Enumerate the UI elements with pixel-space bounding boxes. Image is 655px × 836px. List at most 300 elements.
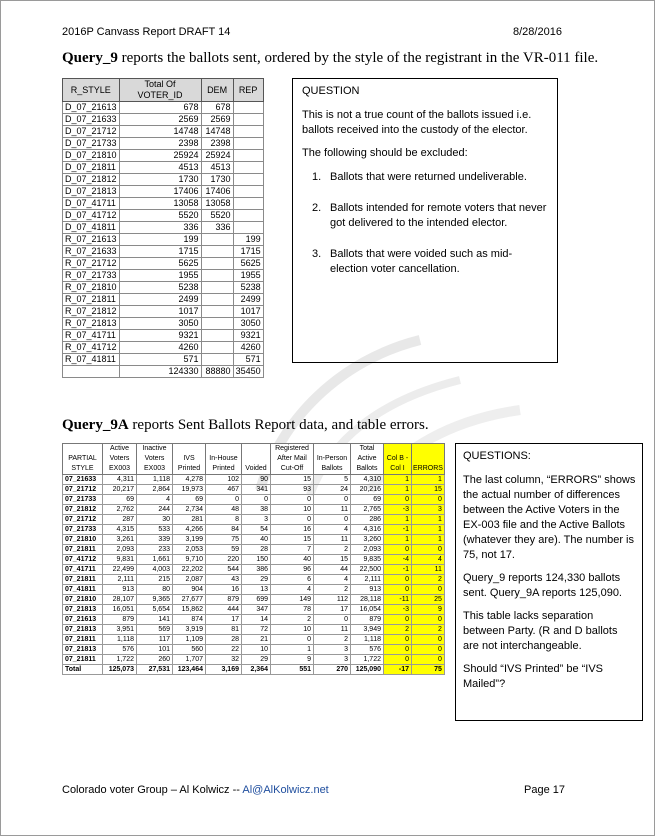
- query9-row: [63, 222, 264, 234]
- query9-cell: R_07_21613: [63, 234, 120, 246]
- questions-para-2: Query_9 reports 124,330 ballots sent. Query_9A reports 125,090.: [463, 572, 622, 599]
- query9a-cell: 90: [242, 475, 271, 485]
- section1-heading-bold: Query_9: [62, 50, 118, 66]
- query9a-cell: -11: [384, 595, 412, 605]
- query9a-cell: 6: [271, 575, 314, 585]
- query9a-cell: 22,202: [173, 565, 206, 575]
- query9a-cell: 0: [314, 615, 351, 625]
- query9-table-body: [63, 102, 264, 378]
- query9a-cell: 347: [242, 605, 271, 615]
- query9-cell: D_07_21813: [63, 186, 120, 198]
- query9a-row: [63, 495, 445, 505]
- query9a-cell: 0: [271, 495, 314, 505]
- questions-title: QUESTIONS:: [463, 450, 531, 462]
- query9a-cell: 4: [314, 525, 351, 535]
- query9-cell: [201, 306, 233, 318]
- query9a-cell: 07_21811: [63, 575, 103, 585]
- query9a-cell: 874: [173, 615, 206, 625]
- query9-cell: 571: [119, 354, 201, 366]
- query9a-cell: 28,118: [351, 595, 384, 605]
- query9-header-row: [63, 79, 264, 102]
- query9-cell: 678: [201, 102, 233, 114]
- query9a-cell: 576: [351, 645, 384, 655]
- query9a-cell: 3,261: [103, 535, 137, 545]
- query9a-cell: 07_21733: [63, 495, 103, 505]
- query9-cell: D_07_41811: [63, 222, 120, 234]
- query9-cell: 17406: [119, 186, 201, 198]
- query9-cell: 1715: [233, 246, 263, 258]
- query9a-cell: 21: [242, 635, 271, 645]
- query9a-row: [63, 575, 445, 585]
- query9a-cell: 215: [137, 575, 173, 585]
- query9-cell: 5238: [119, 282, 201, 294]
- exclusion-item: 1. Ballots that were returned undeliverable.: [312, 171, 527, 183]
- header-date: 8/28/2016: [513, 26, 562, 38]
- query9a-cell: 0: [384, 655, 412, 665]
- query9-row: [63, 282, 264, 294]
- query9a-cell: 16: [271, 525, 314, 535]
- query9-cell: R_07_21712: [63, 258, 120, 270]
- query9-cell: R_07_21733: [63, 270, 120, 282]
- query9a-cell: 0: [412, 545, 445, 555]
- query9a-cell: 07_21712: [63, 515, 103, 525]
- query9a-cell: 125,090: [351, 665, 384, 675]
- query9a-cell: 2,087: [173, 575, 206, 585]
- query9a-cell: 467: [206, 485, 242, 495]
- query9a-row: [63, 535, 445, 545]
- query9a-cell: 2,053: [173, 545, 206, 555]
- query9-row: [63, 138, 264, 150]
- query9a-cell: 10: [242, 645, 271, 655]
- query9a-cell: 0: [412, 615, 445, 625]
- query9-cell: R_07_21813: [63, 318, 120, 330]
- query9a-cell: 40: [271, 555, 314, 565]
- query9-cell: [233, 210, 263, 222]
- query9a-cell: 9,710: [173, 555, 206, 565]
- query9-table: [62, 78, 264, 378]
- query9-header: DEM: [201, 79, 233, 102]
- query9a-header: Registered After Mail Cut-Off: [271, 444, 314, 475]
- query9a-cell: 07_21812: [63, 505, 103, 515]
- query9-cell: D_07_21810: [63, 150, 120, 162]
- query9-cell: 9321: [119, 330, 201, 342]
- query9a-cell: 16: [206, 585, 242, 595]
- query9a-table: [62, 443, 445, 675]
- query9a-cell: 286: [351, 515, 384, 525]
- query9a-cell: 07_21813: [63, 645, 103, 655]
- query9-cell: 25924: [201, 150, 233, 162]
- query9a-cell: 07_21811: [63, 655, 103, 665]
- footer-author: [62, 784, 329, 796]
- query9a-header: PARTIAL STYLE: [63, 444, 103, 475]
- query9a-row: [63, 565, 445, 575]
- section2-heading-bold: Query_9A: [62, 417, 129, 433]
- query9a-cell: 0: [384, 575, 412, 585]
- query9-cell: [201, 318, 233, 330]
- query9a-cell: 3,951: [103, 625, 137, 635]
- query9a-cell: 20,217: [103, 485, 137, 495]
- query9a-cell: 1,118: [351, 635, 384, 645]
- query9a-cell: Total: [63, 665, 103, 675]
- query9a-cell: 96: [271, 565, 314, 575]
- query9-cell: 35450: [233, 366, 263, 378]
- query9a-cell: 1,661: [137, 555, 173, 565]
- query9a-cell: 27,531: [137, 665, 173, 675]
- query9a-header: Inactive Voters EX003: [137, 444, 173, 475]
- query9a-cell: 0: [206, 495, 242, 505]
- query9a-row: [63, 585, 445, 595]
- query9a-cell: 07_21813: [63, 625, 103, 635]
- query9a-cell: 4: [271, 585, 314, 595]
- query9a-row: [63, 615, 445, 625]
- query9a-cell: 0: [314, 495, 351, 505]
- query9a-cell: 44: [314, 565, 351, 575]
- questions-para-3: This table lacks separation between Party. (R and D ballots are not interchangeable.: [463, 610, 618, 652]
- query9a-cell: 149: [271, 595, 314, 605]
- query9a-cell: 3: [412, 505, 445, 515]
- query9-cell: 2499: [119, 294, 201, 306]
- query9-cell: R_07_21633: [63, 246, 120, 258]
- query9-cell: 336: [201, 222, 233, 234]
- query9-cell: 2569: [201, 114, 233, 126]
- query9a-cell: 2,734: [173, 505, 206, 515]
- query9a-cell: 904: [173, 585, 206, 595]
- query9a-cell: 2: [384, 625, 412, 635]
- query9-cell: 2398: [201, 138, 233, 150]
- query9a-cell: 24: [314, 485, 351, 495]
- query9-cell: 1017: [233, 306, 263, 318]
- query9a-cell: 13: [242, 585, 271, 595]
- query9-row: [63, 306, 264, 318]
- query9a-cell: 69: [173, 495, 206, 505]
- query9-cell: 5520: [201, 210, 233, 222]
- query9a-cell: 29: [242, 655, 271, 665]
- query9a-cell: 4,266: [173, 525, 206, 535]
- query9a-cell: 4: [412, 555, 445, 565]
- query9-row: [63, 366, 264, 378]
- query9a-cell: 9,365: [137, 595, 173, 605]
- query9a-cell: 7: [271, 545, 314, 555]
- query9a-cell: 11: [412, 565, 445, 575]
- query9-cell: [201, 354, 233, 366]
- query9a-cell: 260: [137, 655, 173, 665]
- query9-cell: 3050: [119, 318, 201, 330]
- query9a-cell: 10: [271, 505, 314, 515]
- exclusion-item: 3. Ballots that were voided such as mid-election voter cancellation.: [312, 248, 513, 275]
- query9-cell: [201, 282, 233, 294]
- query9a-cell: 2,364: [242, 665, 271, 675]
- query9a-cell: 22,499: [103, 565, 137, 575]
- query9-cell: [201, 246, 233, 258]
- query9-header: REP: [233, 79, 263, 102]
- query9a-cell: 270: [314, 665, 351, 675]
- query9a-cell: 22: [206, 645, 242, 655]
- query9-cell: 571: [233, 354, 263, 366]
- query9a-cell: 9: [412, 605, 445, 615]
- query9a-cell: 123,464: [173, 665, 206, 675]
- query9-cell: 1955: [119, 270, 201, 282]
- query9a-cell: 30: [137, 515, 173, 525]
- query9a-cell: 2: [412, 625, 445, 635]
- query9-row: [63, 270, 264, 282]
- query9a-cell: 569: [137, 625, 173, 635]
- query9a-cell: 69: [103, 495, 137, 505]
- query9a-cell: 1,118: [103, 635, 137, 645]
- query9a-cell: 43: [206, 575, 242, 585]
- query9a-cell: 2,864: [137, 485, 173, 495]
- query9a-cell: 3: [314, 655, 351, 665]
- query9-header: R_STYLE: [63, 79, 120, 102]
- query9a-row: [63, 505, 445, 515]
- query9a-cell: 16,054: [351, 605, 384, 615]
- query9a-cell: 3: [314, 645, 351, 655]
- query9a-header: Active Voters EX003: [103, 444, 137, 475]
- query9-cell: 1730: [201, 174, 233, 186]
- query9-row: [63, 126, 264, 138]
- query9-cell: 124330: [119, 366, 201, 378]
- query9a-cell: 5,654: [137, 605, 173, 615]
- query9a-row: [63, 625, 445, 635]
- query9a-cell: 117: [137, 635, 173, 645]
- query9a-cell: 75: [206, 535, 242, 545]
- query9a-cell: 9,835: [351, 555, 384, 565]
- query9a-cell: 07_21810: [63, 595, 103, 605]
- query9-cell: [201, 270, 233, 282]
- query9a-cell: 287: [103, 515, 137, 525]
- query9a-row: [63, 655, 445, 665]
- query9-cell: 9321: [233, 330, 263, 342]
- query9a-cell: 0: [412, 585, 445, 595]
- query9a-cell: 879: [103, 615, 137, 625]
- query9a-cell: 2,111: [103, 575, 137, 585]
- query9a-cell: 1,707: [173, 655, 206, 665]
- query9a-table-body: [63, 475, 445, 675]
- query9a-cell: 3,199: [173, 535, 206, 545]
- query9a-header: In-House Printed: [206, 444, 242, 475]
- query9a-row: [63, 645, 445, 655]
- query9-row: [63, 174, 264, 186]
- query9a-cell: 0: [412, 635, 445, 645]
- query9a-cell: 20,216: [351, 485, 384, 495]
- query9a-cell: 27,677: [173, 595, 206, 605]
- query9a-cell: 07_41712: [63, 555, 103, 565]
- query9-row: [63, 102, 264, 114]
- query9a-row: [63, 545, 445, 555]
- query9-cell: 4513: [201, 162, 233, 174]
- query9a-cell: 84: [206, 525, 242, 535]
- query9a-cell: 0: [412, 655, 445, 665]
- query9-cell: 13058: [119, 198, 201, 210]
- query9a-row: [63, 635, 445, 645]
- query9-cell: 5625: [119, 258, 201, 270]
- query9a-cell: 1: [412, 475, 445, 485]
- query9-row: [63, 246, 264, 258]
- query9a-cell: 0: [384, 615, 412, 625]
- query9a-cell: 4,278: [173, 475, 206, 485]
- query9-cell: R_07_41711: [63, 330, 120, 342]
- query9a-cell: 28,107: [103, 595, 137, 605]
- query9a-cell: 3,260: [351, 535, 384, 545]
- query9-row: [63, 294, 264, 306]
- query9-cell: R_07_21811: [63, 294, 120, 306]
- section2-heading: [62, 417, 429, 434]
- query9-cell: [233, 222, 263, 234]
- query9a-cell: 11: [314, 505, 351, 515]
- query9a-cell: 5: [314, 475, 351, 485]
- query9-cell: 4513: [119, 162, 201, 174]
- footer-email-link[interactable]: Al@AlKolwicz.net: [242, 784, 329, 796]
- query9a-cell: 233: [137, 545, 173, 555]
- query9-cell: [201, 342, 233, 354]
- query9a-cell: 2,111: [351, 575, 384, 585]
- query9-cell: 199: [119, 234, 201, 246]
- query9a-cell: 1,109: [173, 635, 206, 645]
- query9a-cell: 3,169: [206, 665, 242, 675]
- query9a-header: Total Active Ballots: [351, 444, 384, 475]
- query9a-cell: -4: [384, 555, 412, 565]
- query9a-cell: 544: [206, 565, 242, 575]
- query9a-cell: 879: [206, 595, 242, 605]
- query9a-cell: 3,949: [351, 625, 384, 635]
- query9-cell: D_07_21812: [63, 174, 120, 186]
- query9a-cell: 4: [137, 495, 173, 505]
- query9a-cell: 150: [242, 555, 271, 565]
- query9a-cell: 07_21811: [63, 635, 103, 645]
- query9-cell: [201, 234, 233, 246]
- query9a-cell: 07_21633: [63, 475, 103, 485]
- question-title: QUESTION: [302, 85, 360, 97]
- query9a-row: [63, 555, 445, 565]
- question-box: [292, 78, 558, 363]
- query9a-row: [63, 595, 445, 605]
- query9a-cell: 4: [314, 575, 351, 585]
- query9a-cell: 551: [271, 665, 314, 675]
- questions-box: [455, 443, 643, 721]
- query9a-cell: 40: [242, 535, 271, 545]
- query9a-cell: 0: [384, 495, 412, 505]
- query9a-cell: 1: [384, 475, 412, 485]
- query9a-row: [63, 475, 445, 485]
- query9a-cell: 0: [384, 585, 412, 595]
- query9a-cell: 28: [206, 635, 242, 645]
- query9a-cell: 80: [137, 585, 173, 595]
- query9a-cell: 1: [384, 485, 412, 495]
- query9-row: [63, 354, 264, 366]
- query9-cell: [233, 114, 263, 126]
- query9-row: [63, 198, 264, 210]
- query9a-cell: 2: [314, 585, 351, 595]
- query9-cell: D_07_21633: [63, 114, 120, 126]
- query9a-cell: 28: [242, 545, 271, 555]
- query9a-cell: 101: [137, 645, 173, 655]
- query9a-cell: 25: [412, 595, 445, 605]
- query9a-cell: 0: [384, 545, 412, 555]
- query9a-cell: 1: [271, 645, 314, 655]
- query9a-header: Voided: [242, 444, 271, 475]
- query9a-cell: 19,973: [173, 485, 206, 495]
- question-para-1: This is not a true count of the ballots issued i.e. ballots received into the custody of the elector.: [302, 109, 532, 136]
- query9-cell: [201, 258, 233, 270]
- questions-para-4: Should “IVS Printed” be “IVS Mailed”?: [463, 663, 604, 690]
- query9a-cell: 339: [137, 535, 173, 545]
- query9-row: [63, 162, 264, 174]
- header-title: 2016P Canvass Report DRAFT 14: [62, 26, 231, 38]
- query9a-cell: 07_21613: [63, 615, 103, 625]
- query9-cell: [233, 198, 263, 210]
- query9-row: [63, 186, 264, 198]
- query9a-cell: 1: [412, 515, 445, 525]
- query9-cell: [233, 186, 263, 198]
- query9a-cell: 1,722: [103, 655, 137, 665]
- query9a-cell: 11: [314, 535, 351, 545]
- query9-cell: [233, 126, 263, 138]
- query9a-cell: 2: [412, 575, 445, 585]
- query9a-cell: 386: [242, 565, 271, 575]
- query9a-cell: 11: [314, 625, 351, 635]
- query9a-cell: 533: [137, 525, 173, 535]
- query9-cell: R_07_21812: [63, 306, 120, 318]
- footer-page-number: Page 17: [524, 784, 565, 796]
- query9a-cell: 1: [384, 515, 412, 525]
- query9a-cell: 2,765: [351, 505, 384, 515]
- query9a-cell: 9,831: [103, 555, 137, 565]
- query9a-cell: 72: [242, 625, 271, 635]
- query9-cell: 1730: [119, 174, 201, 186]
- query9-cell: 1017: [119, 306, 201, 318]
- query9a-cell: 879: [351, 615, 384, 625]
- query9a-cell: 125,073: [103, 665, 137, 675]
- query9-cell: 2499: [233, 294, 263, 306]
- query9a-cell: 0: [384, 645, 412, 655]
- query9a-cell: 59: [206, 545, 242, 555]
- query9a-cell: 3: [242, 515, 271, 525]
- query9-row: [63, 330, 264, 342]
- query9-cell: 88880: [201, 366, 233, 378]
- query9-cell: 4260: [119, 342, 201, 354]
- query9-cell: D_07_41712: [63, 210, 120, 222]
- query9a-cell: 699: [242, 595, 271, 605]
- query9a-cell: 0: [412, 495, 445, 505]
- query9a-cell: 1: [412, 535, 445, 545]
- query9-row: [63, 234, 264, 246]
- query9a-cell: 444: [206, 605, 242, 615]
- section1-heading-text: reports the ballots sent, ordered by the style of the registrant in the VR-011 file.: [117, 50, 599, 66]
- query9-cell: 2398: [119, 138, 201, 150]
- query9a-header: Col B - Col I: [384, 444, 412, 475]
- query9-row: [63, 318, 264, 330]
- query9a-cell: 07_21733: [63, 525, 103, 535]
- query9a-cell: 141: [137, 615, 173, 625]
- query9a-cell: 07_21810: [63, 535, 103, 545]
- query9a-total-row: [63, 665, 445, 675]
- exclusion-item: 2. Ballots intended for remote voters that never got delivered to the intended elector.: [312, 202, 547, 229]
- query9-cell: 13058: [201, 198, 233, 210]
- section2-heading-text: reports Sent Ballots Report data, and table errors.: [128, 417, 429, 433]
- query9a-cell: 4,311: [103, 475, 137, 485]
- query9a-cell: -3: [384, 605, 412, 615]
- query9-cell: R_07_41712: [63, 342, 120, 354]
- query9a-cell: 15: [314, 555, 351, 565]
- query9-row: [63, 210, 264, 222]
- query9a-cell: 4,316: [351, 525, 384, 535]
- query9a-cell: 2: [314, 635, 351, 645]
- query9a-cell: -3: [384, 505, 412, 515]
- query9a-cell: 244: [137, 505, 173, 515]
- query9a-cell: 16,051: [103, 605, 137, 615]
- query9-cell: D_07_21733: [63, 138, 120, 150]
- query9a-cell: 1,118: [137, 475, 173, 485]
- query9a-cell: 560: [173, 645, 206, 655]
